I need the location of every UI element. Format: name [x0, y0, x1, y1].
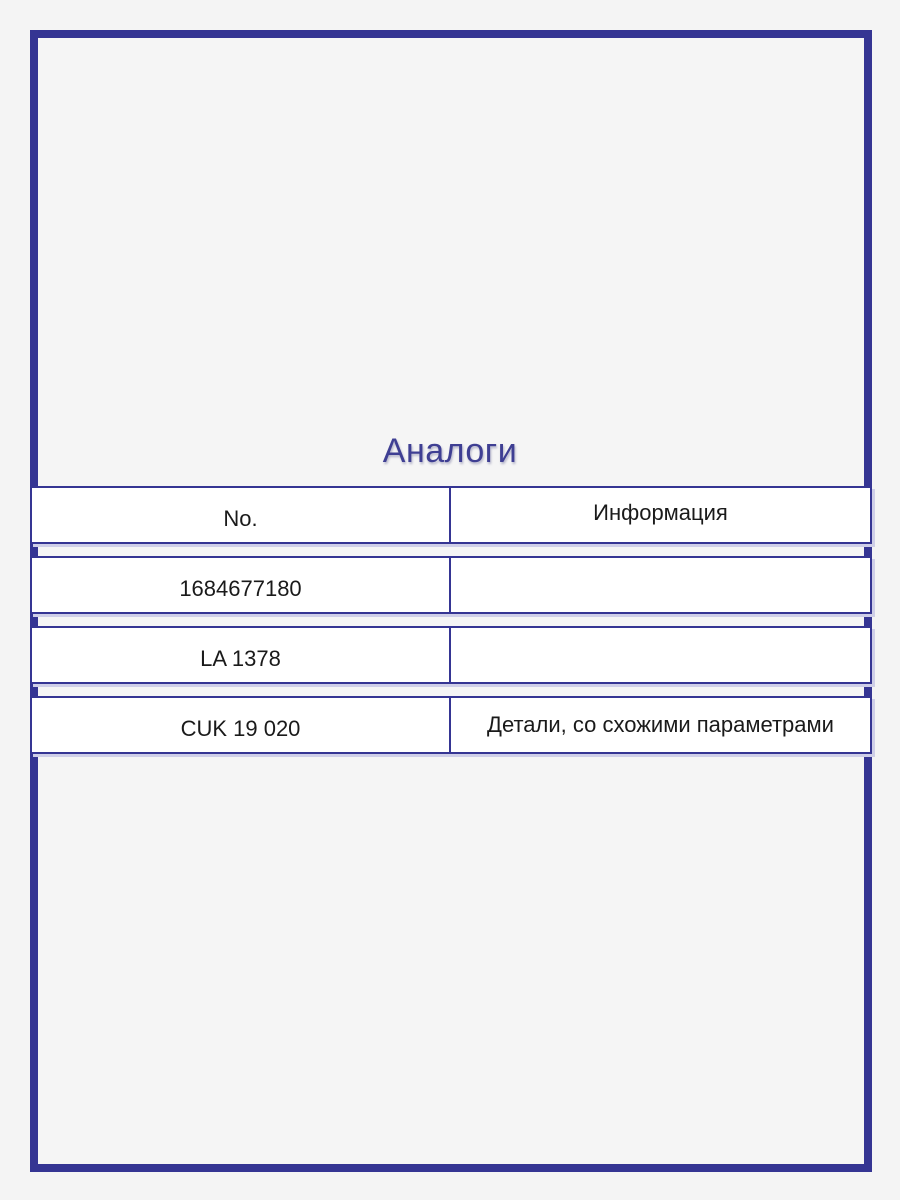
cell-info — [451, 626, 872, 684]
cell-info: Детали, со схожими параметрами — [451, 696, 872, 754]
table-row — [30, 696, 872, 754]
analogs-table — [30, 486, 872, 766]
cell-part-number: LA 1378 — [30, 626, 451, 684]
column-header-no: No. — [30, 486, 451, 544]
column-header-info: Информация — [451, 486, 872, 544]
table-row — [30, 626, 872, 684]
page-title: Аналоги — [382, 432, 518, 470]
cell-part-number: CUK 19 020 — [30, 696, 451, 754]
table-header-row — [30, 486, 872, 544]
cell-info — [451, 556, 872, 614]
cell-part-number: 1684677180 — [30, 556, 451, 614]
table-row — [30, 556, 872, 614]
